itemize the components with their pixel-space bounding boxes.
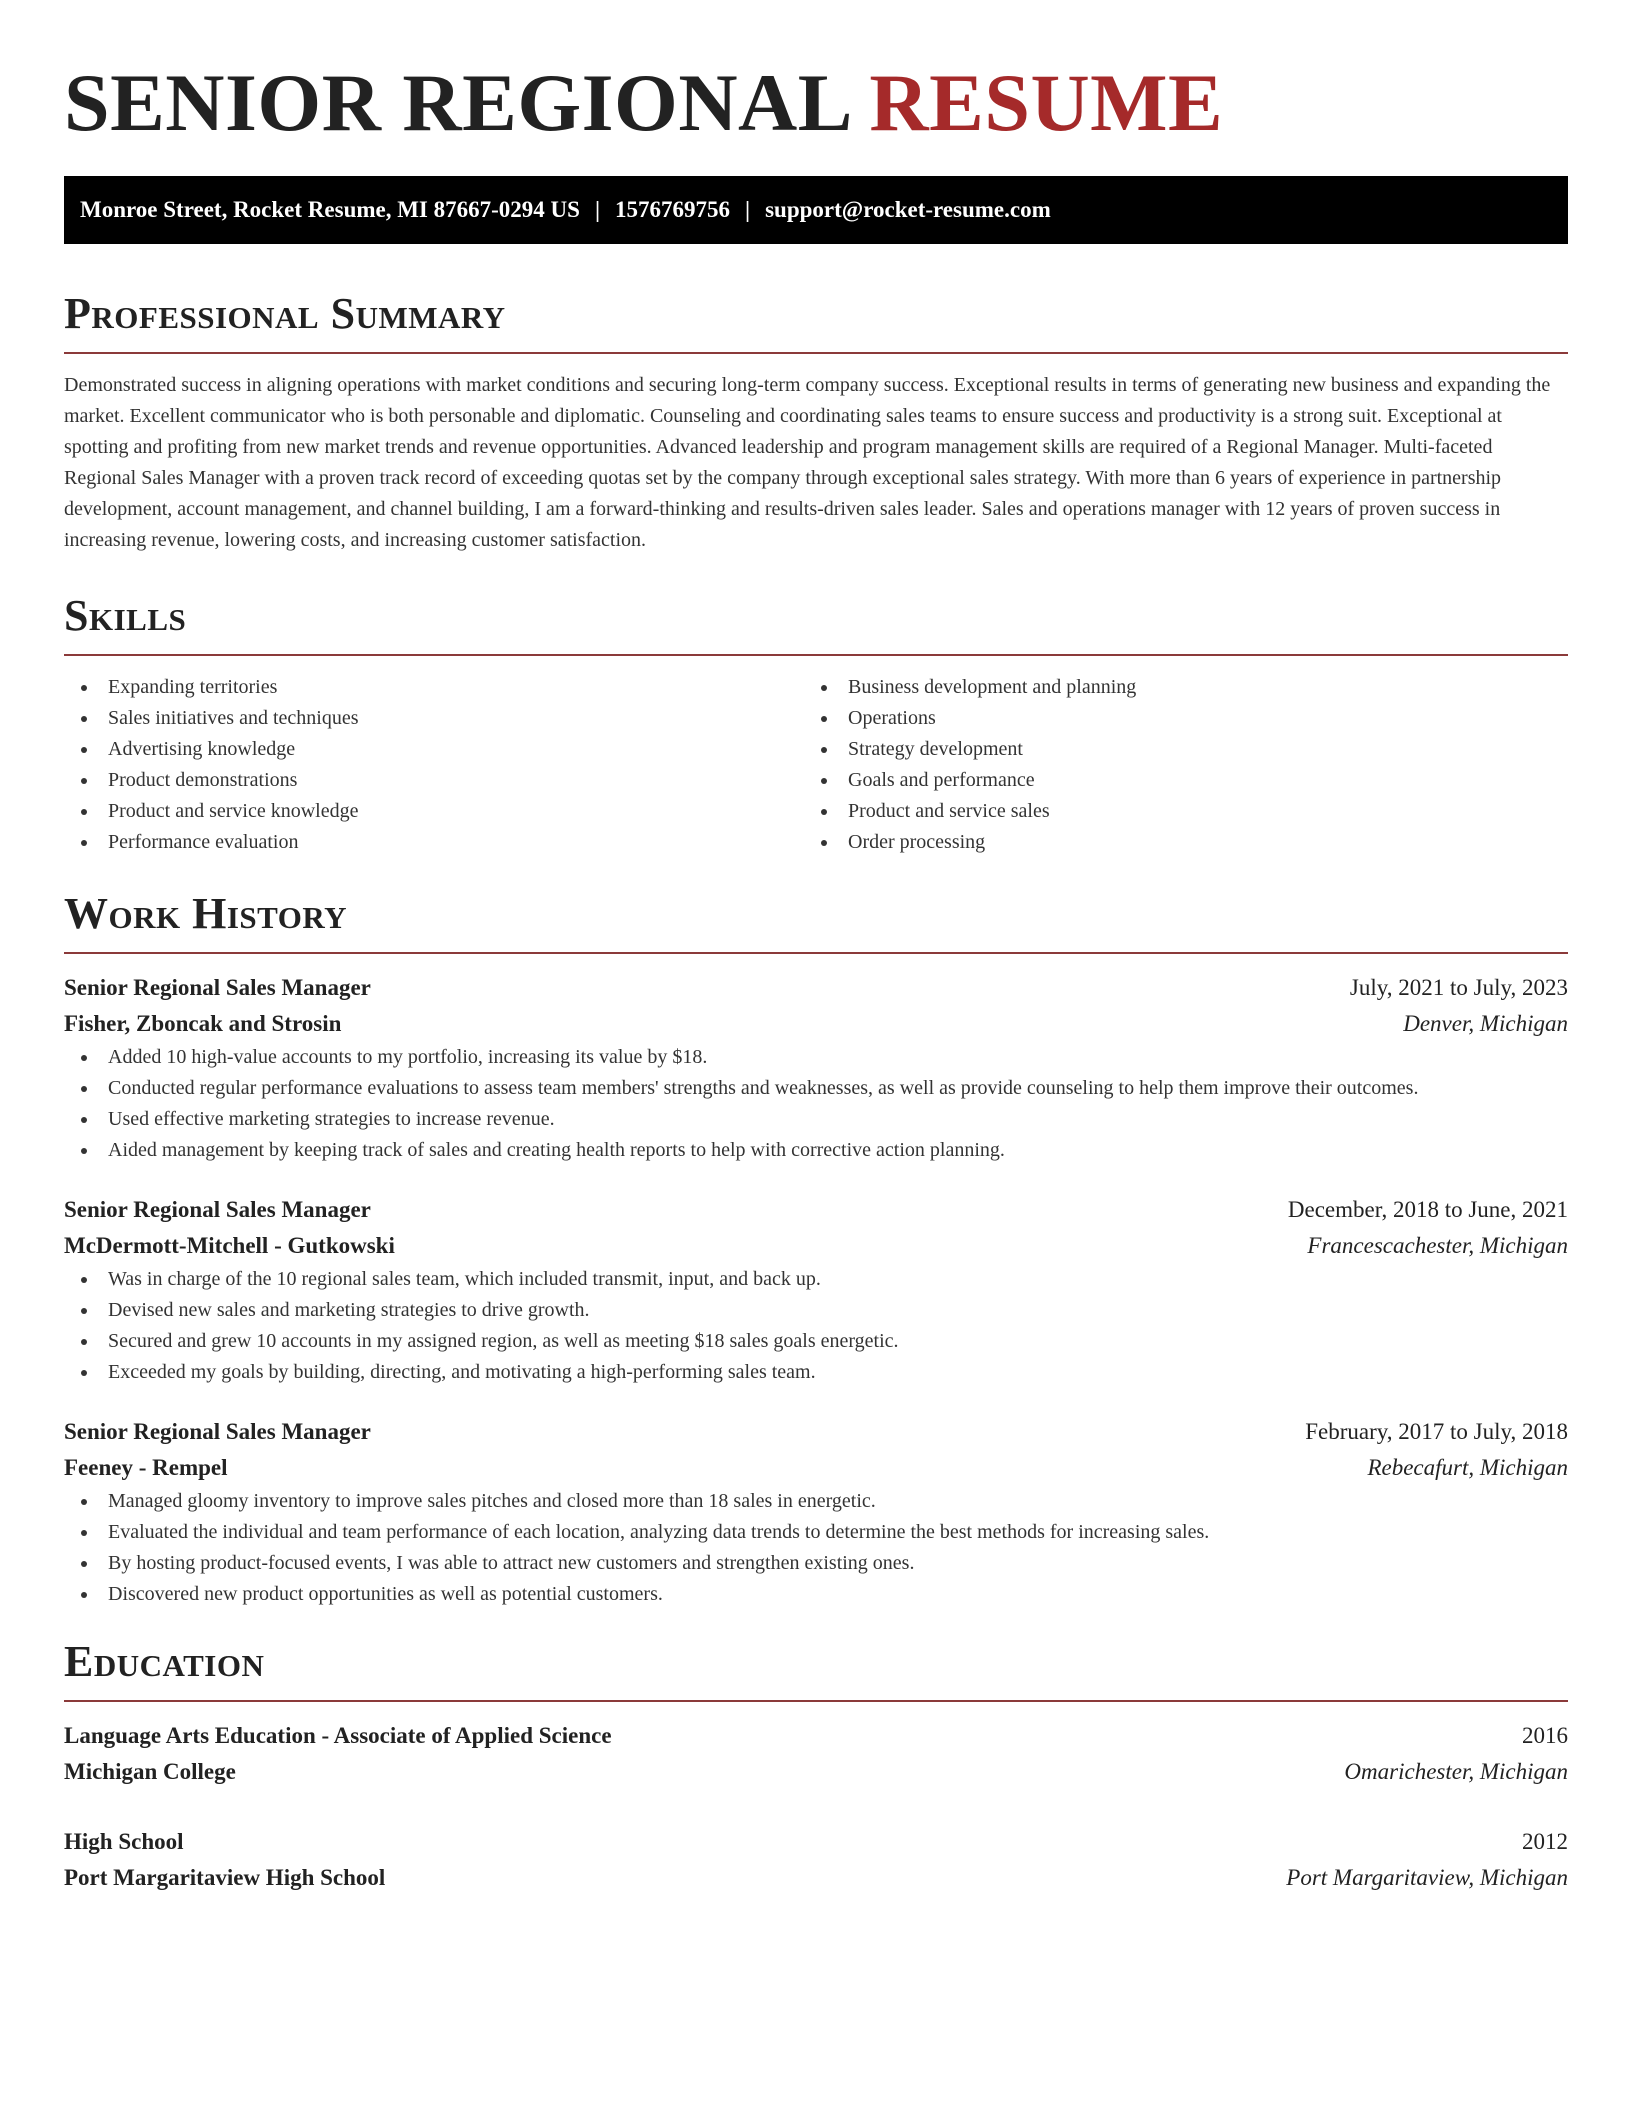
summary-text: Demonstrated success in aligning operations with market conditions and securing long-term company success. Exceptional results in terms of generating new business and expanding the market. Excellent communicator who is both personable and diplomatic. Counseling and coordinating sales teams to ensure success and productivity is a strong suit. Exceptional at spotting and profiting from new market trends and revenue opportunities. Advanced leadership and program management skills are required of a Regional Manager. Multi-faceted Regional Sales Manager with a proven track record of exceeding quotas set by the company through exceptional sales strategy. With more than 6 years of experience in partnership development, account management, and channel building, I am a forward-thinking and results-driven sales leader. Sales and operations manager with 12 years of proven success in increasing revenue, lowering costs, and increasing customer satisfaction. xyxy=(64,374,1551,551)
contact-separator: | xyxy=(745,197,751,222)
job-bullet: Secured and grew 10 accounts in my assigned region, as well as meeting $18 sales goals energetic. xyxy=(64,1326,1568,1357)
job-bullet: Was in charge of the 10 regional sales team, which included transmit, input, and back up. xyxy=(64,1264,1568,1295)
education-school: Port Margaritaview High School xyxy=(64,1865,386,1890)
job-bullet: Used effective marketing strategies to increase revenue. xyxy=(64,1104,1568,1135)
resume-title xyxy=(64,57,1568,148)
job-bullet: Managed gloomy inventory to improve sales pitches and closed more than 18 sales in energetic. xyxy=(64,1486,1568,1517)
education-entry xyxy=(64,1718,1568,1790)
skill-item: Performance evaluation xyxy=(64,827,804,858)
education-degree: Language Arts Education - Associate of Applied Science xyxy=(64,1723,612,1748)
education-degree-row xyxy=(64,1718,1568,1754)
job-dates: December, 2018 to June, 2021 xyxy=(1287,1197,1568,1222)
job-bullet: Exceeded my goals by building, directing, and motivating a high-performing sales team. xyxy=(64,1357,1568,1388)
contact-address: Monroe Street, Rocket Resume, MI 87667-0294 US xyxy=(80,197,580,222)
job-company: Feeney - Rempel xyxy=(64,1455,228,1480)
section-heading-summary: Professional Summary xyxy=(64,289,506,338)
contact-email[interactable]: support@rocket-resume.com xyxy=(765,197,1051,222)
education-section xyxy=(64,1636,1568,1896)
job-bullets xyxy=(64,1042,1568,1166)
job-bullet: Aided management by keeping track of sales and creating health reports to help with corrective action planning. xyxy=(64,1135,1568,1166)
job-title-row xyxy=(64,1414,1568,1450)
job-dates: February, 2017 to July, 2018 xyxy=(1305,1419,1568,1444)
skill-item: Business development and planning xyxy=(804,672,1544,703)
job-dates: July, 2021 to July, 2023 xyxy=(1349,975,1568,1000)
skill-item: Expanding territories xyxy=(64,672,804,703)
section-heading-work: Work History xyxy=(64,889,348,938)
contact-separator: | xyxy=(594,197,601,222)
education-school-row xyxy=(64,1754,1568,1790)
skill-item: Order processing xyxy=(804,827,1544,858)
education-location: Port Margaritaview, Michigan xyxy=(1286,1865,1568,1890)
contact-bar xyxy=(64,176,1568,244)
job-title-row xyxy=(64,1192,1568,1228)
job-bullet: Devised new sales and marketing strategies to drive growth. xyxy=(64,1295,1568,1326)
education-school: Michigan College xyxy=(64,1759,236,1784)
section-heading-skills: Skills xyxy=(64,591,187,640)
section-divider xyxy=(64,654,1568,656)
job-bullets xyxy=(64,1264,1568,1388)
skills-list-left xyxy=(64,672,804,858)
title-main: SENIOR REGIONAL xyxy=(64,57,849,148)
work-history-section xyxy=(64,888,1568,1610)
job-entry xyxy=(64,970,1568,1166)
job-title: Senior Regional Sales Manager xyxy=(64,1197,371,1222)
job-bullet: Added 10 high-value accounts to my portfolio, increasing its value by $18. xyxy=(64,1042,1568,1073)
skills-list-right xyxy=(804,672,1544,858)
job-title: Senior Regional Sales Manager xyxy=(64,975,371,1000)
education-degree: High School xyxy=(64,1829,184,1854)
job-location: Denver, Michigan xyxy=(1403,1011,1568,1036)
skills-columns xyxy=(64,672,1568,858)
job-company-row xyxy=(64,1450,1568,1486)
skill-item: Goals and performance xyxy=(804,765,1544,796)
job-title-row xyxy=(64,970,1568,1006)
section-heading-education: Education xyxy=(64,1637,265,1686)
skill-item: Product and service sales xyxy=(804,796,1544,827)
job-bullets xyxy=(64,1486,1568,1610)
job-bullet: Evaluated the individual and team performance of each location, analyzing data trends to determine the best methods for increasing sales. xyxy=(64,1517,1568,1548)
job-entry xyxy=(64,1192,1568,1388)
education-location: Omarichester, Michigan xyxy=(1344,1759,1568,1784)
job-company-row xyxy=(64,1228,1568,1264)
job-company-row xyxy=(64,1006,1568,1042)
job-bullet: Conducted regular performance evaluations to assess team members' strengths and weaknesses, as well as provide counseling to help them improve their outcomes. xyxy=(64,1073,1568,1104)
section-divider xyxy=(64,1700,1568,1702)
education-degree-row xyxy=(64,1824,1568,1860)
job-company: McDermott-Mitchell - Gutkowski xyxy=(64,1233,395,1258)
job-entry xyxy=(64,1414,1568,1610)
job-company: Fisher, Zboncak and Strosin xyxy=(64,1011,342,1036)
skill-item: Sales initiatives and techniques xyxy=(64,703,804,734)
title-accent: RESUME xyxy=(869,57,1224,148)
job-bullet: Discovered new product opportunities as well as potential customers. xyxy=(64,1579,1568,1610)
section-divider xyxy=(64,952,1568,954)
skill-item: Product demonstrations xyxy=(64,765,804,796)
section-divider xyxy=(64,352,1568,354)
job-location: Rebecafurt, Michigan xyxy=(1367,1455,1568,1480)
skill-item: Operations xyxy=(804,703,1544,734)
job-bullet: By hosting product-focused events, I was able to attract new customers and strengthen existing ones. xyxy=(64,1548,1568,1579)
education-year: 2016 xyxy=(1522,1723,1568,1748)
skill-item: Product and service knowledge xyxy=(64,796,804,827)
skill-item: Strategy development xyxy=(804,734,1544,765)
summary-section xyxy=(64,288,1568,556)
job-title: Senior Regional Sales Manager xyxy=(64,1419,371,1444)
education-year: 2012 xyxy=(1522,1829,1568,1854)
skills-section xyxy=(64,590,1568,858)
skill-item: Advertising knowledge xyxy=(64,734,804,765)
contact-phone[interactable]: 1576769756 xyxy=(615,197,731,222)
job-location: Francescachester, Michigan xyxy=(1307,1233,1568,1258)
education-school-row xyxy=(64,1860,1568,1896)
education-entry xyxy=(64,1824,1568,1896)
